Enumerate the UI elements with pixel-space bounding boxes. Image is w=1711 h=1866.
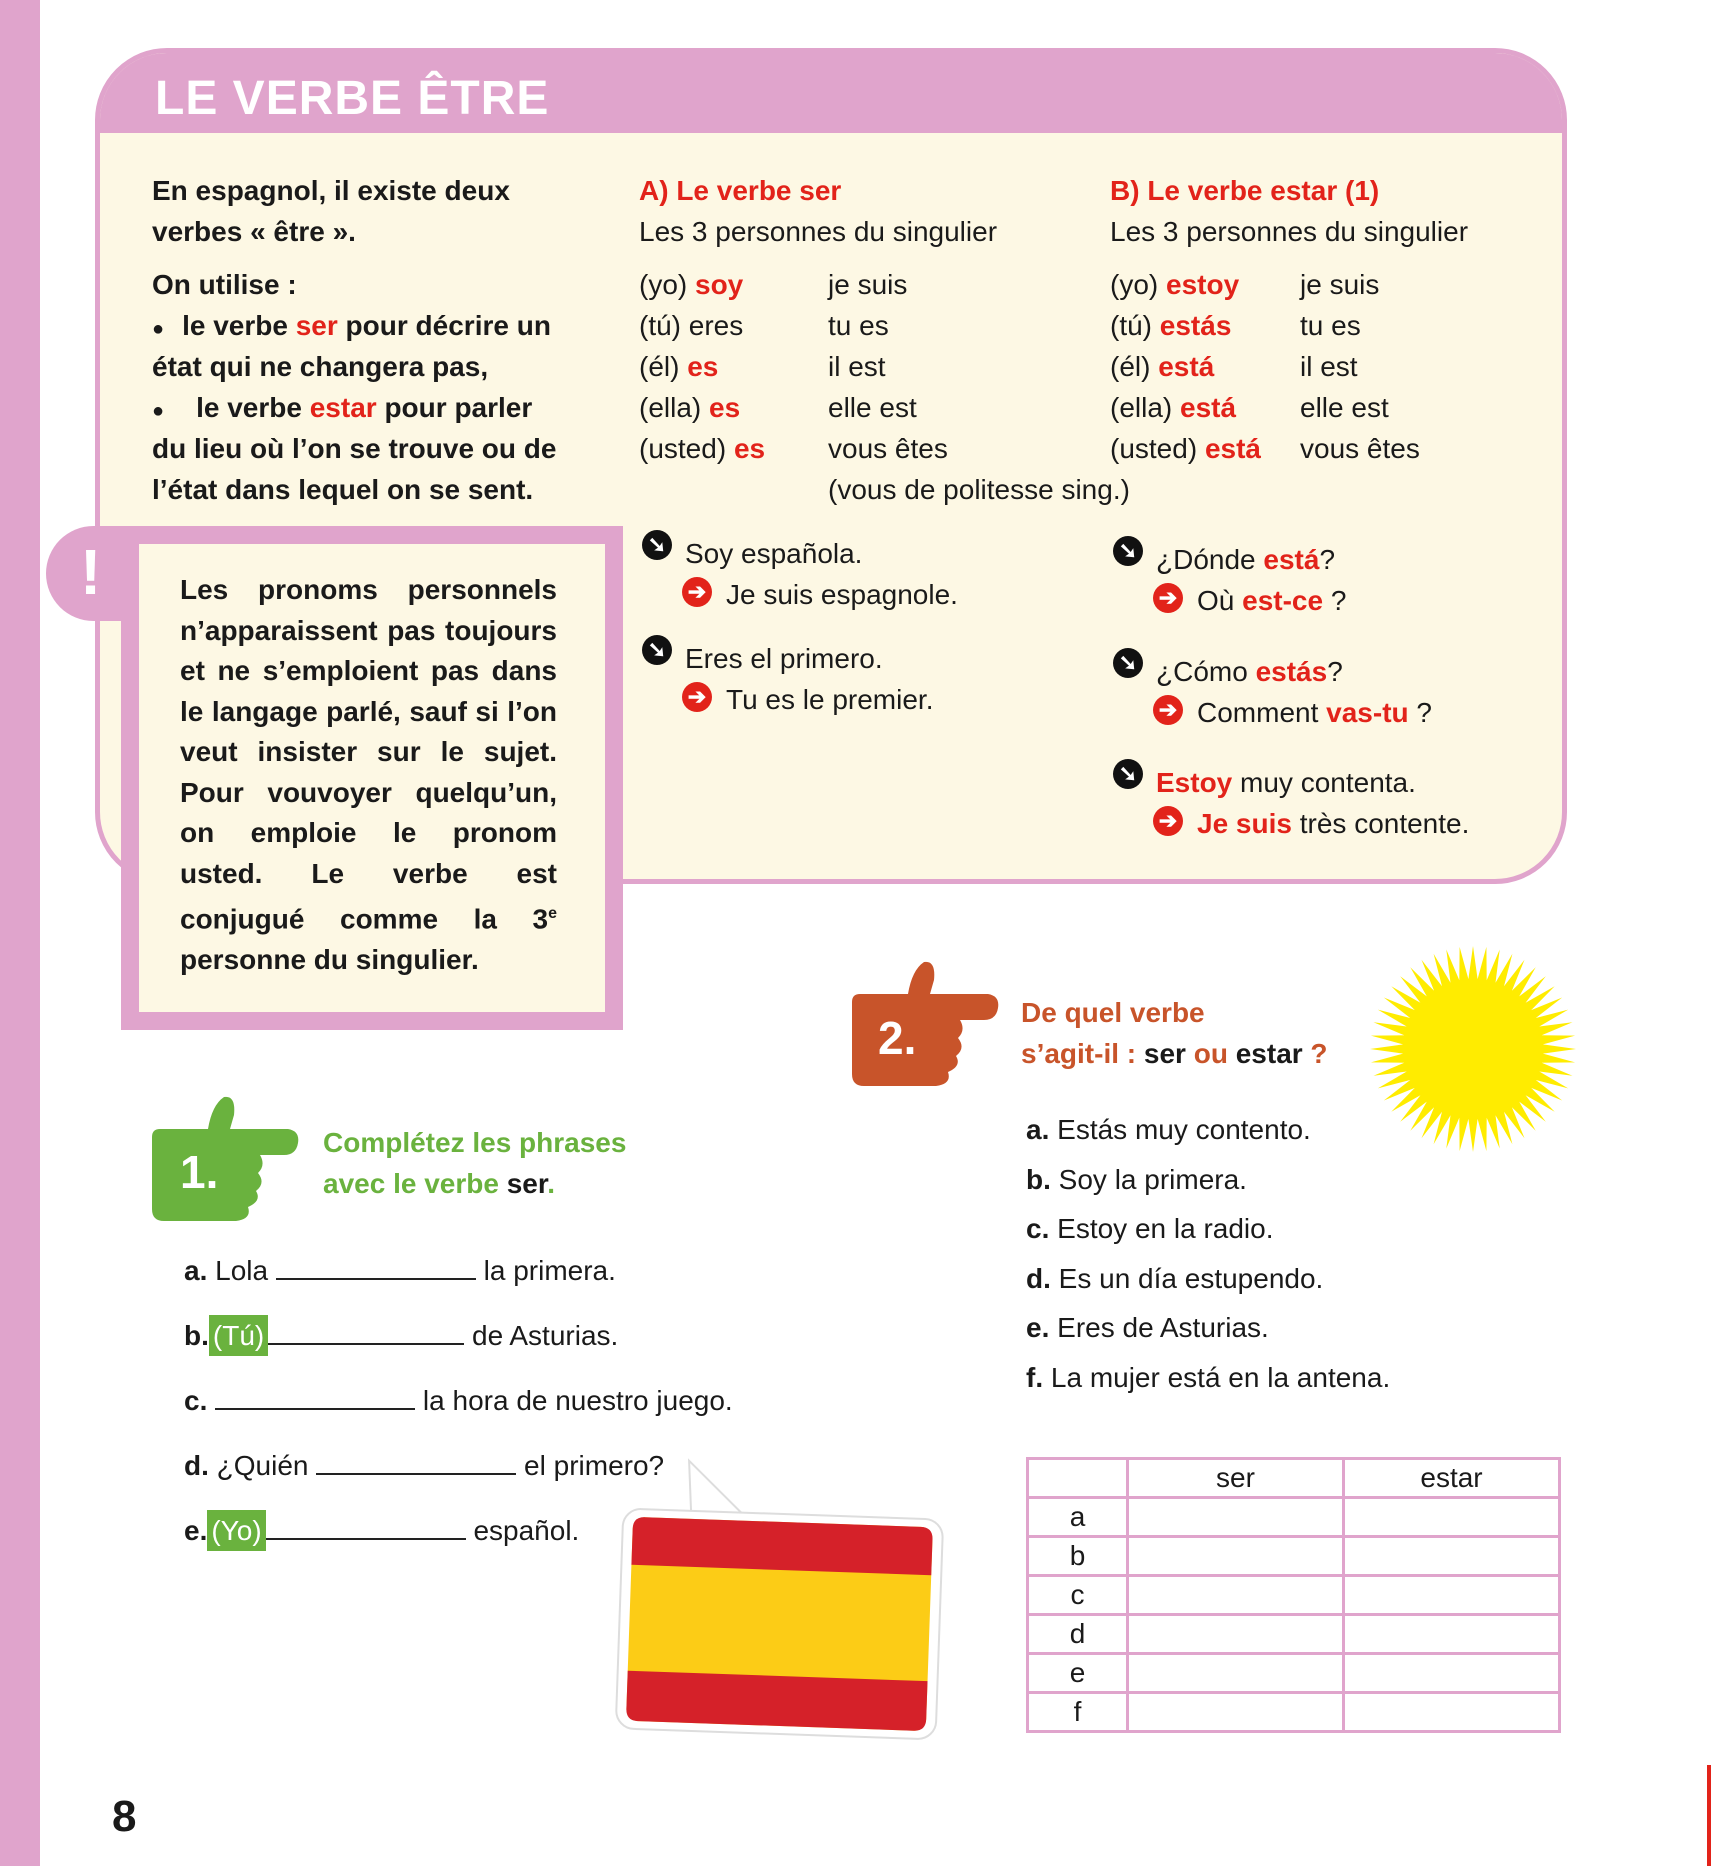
answer-blank[interactable] xyxy=(268,1317,464,1345)
ser-answer-cell[interactable] xyxy=(1128,1537,1344,1576)
table-row xyxy=(1028,1498,1560,1537)
item-letter: e. xyxy=(1026,1312,1050,1343)
estar-row xyxy=(1110,387,1236,428)
bullet-estar-verb: estar xyxy=(309,392,377,423)
ser-form: eres xyxy=(688,310,744,341)
estar-row xyxy=(1110,264,1239,305)
estar-form: estás xyxy=(1159,310,1232,341)
item-letter: c. xyxy=(1026,1213,1050,1244)
row-label: e xyxy=(1028,1654,1128,1693)
row-label: b xyxy=(1028,1537,1128,1576)
ser-subheading: Les 3 personnes du singulier xyxy=(639,216,998,247)
exercise-2-item xyxy=(1026,1357,1390,1398)
pronoun-tag: (Tú) xyxy=(209,1315,268,1356)
on-utilise: On utilise : xyxy=(152,269,297,300)
pronoun-tag: (Yo) xyxy=(207,1510,265,1551)
ser-translation: vous êtes xyxy=(828,433,948,464)
bullet-estar-pre: le verbe xyxy=(196,392,310,423)
es-pre: ¿Dónde xyxy=(1156,544,1264,575)
ser-pronoun: (tú) xyxy=(639,310,689,341)
item-letter: b. xyxy=(1026,1163,1051,1195)
row-label: f xyxy=(1028,1693,1128,1732)
exercise-1-item xyxy=(184,1315,618,1356)
es-highlight: está xyxy=(1263,544,1320,575)
fr-post: ? xyxy=(1323,585,1347,616)
estar-translation: vous êtes xyxy=(1300,433,1420,464)
estar-row xyxy=(1110,346,1214,387)
bullet-estar-post: pour parler xyxy=(376,392,533,423)
note-sup: e xyxy=(548,905,557,922)
ser-translation: il est xyxy=(828,351,886,382)
ser-answer-cell[interactable] xyxy=(1128,1693,1344,1732)
bullet-ser-line2: état qui ne changera pas, xyxy=(152,351,489,382)
ser-form: soy xyxy=(695,269,744,300)
es-post: ? xyxy=(1319,544,1336,575)
translation-arrow-icon: ➔ xyxy=(682,682,712,712)
item-letter: d. xyxy=(184,1450,209,1481)
es-highlight: estás xyxy=(1255,656,1328,687)
instr2-e: ? xyxy=(1302,1038,1328,1069)
exercise-2-instruction-2 xyxy=(1021,1033,1328,1074)
item-text: Estás muy contento. xyxy=(1049,1114,1311,1145)
exercise-2-item xyxy=(1026,1307,1269,1348)
instruction-post: . xyxy=(547,1168,555,1199)
page-title: LE VERBE ÊTRE xyxy=(155,72,550,125)
example-arrow-icon: ➘ xyxy=(1113,536,1143,566)
ser-example-2-es: Eres el primero. xyxy=(685,643,883,674)
fr-pre: Où xyxy=(1197,585,1243,616)
estar-row xyxy=(1110,428,1261,469)
ser-answer-cell[interactable] xyxy=(1128,1576,1344,1615)
instr2-b: ser xyxy=(1143,1038,1186,1069)
exercise-1-item xyxy=(184,1445,664,1486)
ser-pronoun: (yo) xyxy=(639,269,695,300)
instr2-c: ou xyxy=(1185,1038,1236,1069)
row-label: c xyxy=(1028,1576,1128,1615)
example-arrow-icon: ➘ xyxy=(1113,759,1143,789)
fr-post: très contente. xyxy=(1291,808,1470,839)
exercise-2-item xyxy=(1026,1109,1311,1150)
item-letter: c. xyxy=(184,1385,208,1416)
ser-answer-cell[interactable] xyxy=(1128,1654,1344,1693)
note-text-b: personne du singulier. xyxy=(180,943,479,975)
exercise-2-item xyxy=(1026,1258,1323,1299)
fr-highlight: est-ce xyxy=(1242,585,1324,616)
instr2-d: estar xyxy=(1235,1038,1303,1069)
fr-highlight: Je suis xyxy=(1197,808,1292,839)
bullet-ser xyxy=(152,305,551,350)
item-pre xyxy=(207,1385,215,1416)
translation-arrow-icon: ➔ xyxy=(1153,806,1183,836)
hand-2-icon xyxy=(848,960,1000,1088)
item-letter: a. xyxy=(1026,1114,1050,1145)
es-post: muy contenta. xyxy=(1232,767,1416,798)
bullet-dot: ● xyxy=(152,400,165,422)
bullet-estar-line2: du lieu où l’on se trouve ou de xyxy=(152,433,557,464)
ser-pronoun: (ella) xyxy=(639,392,710,423)
bullet-ser-post: pour décrire un xyxy=(337,310,551,341)
ser-note: (vous de politesse sing.) xyxy=(828,474,1130,505)
intro-line-2: verbes « être ». xyxy=(152,216,356,247)
estar-form: estoy xyxy=(1166,269,1240,300)
instruction-verb: ser xyxy=(506,1168,548,1199)
estar-pronoun: (ella) xyxy=(1110,392,1181,423)
item-post: la primera. xyxy=(475,1255,616,1286)
item-text: La mujer está en la antena. xyxy=(1043,1361,1391,1393)
item-post: español. xyxy=(465,1515,580,1546)
ser-translation: je suis xyxy=(828,269,908,300)
ser-answer-cell[interactable] xyxy=(1128,1498,1344,1537)
fr-post: ? xyxy=(1408,697,1432,728)
table-row xyxy=(1028,1615,1560,1654)
ser-translation: elle est xyxy=(828,392,917,423)
estar-pronoun: (usted) xyxy=(1110,433,1205,464)
item-pre: ¿Quién xyxy=(208,1450,317,1481)
estar-form: está xyxy=(1180,392,1237,423)
item-letter: d. xyxy=(1026,1262,1051,1294)
item-letter: b. xyxy=(184,1320,209,1351)
answer-blank[interactable] xyxy=(316,1447,516,1475)
row-label: d xyxy=(1028,1615,1128,1654)
table-row xyxy=(1028,1693,1560,1732)
instr2-a: s’agit-il : xyxy=(1021,1038,1144,1069)
table-header-cell xyxy=(1028,1459,1128,1498)
exercise-1-item xyxy=(184,1510,579,1551)
estar-example-fr xyxy=(1197,803,1469,844)
estar-example-fr xyxy=(1197,580,1346,621)
table-row xyxy=(1028,1576,1560,1615)
translation-arrow-icon: ➔ xyxy=(682,577,712,607)
right-edge-bar xyxy=(1707,1765,1711,1866)
item-post: la hora de nuestro juego. xyxy=(415,1385,733,1416)
estar-example-es xyxy=(1156,651,1343,692)
bullet-ser-pre: le verbe xyxy=(182,310,296,341)
estar-row xyxy=(1110,305,1231,346)
exercise-1-number: 1. xyxy=(180,1146,219,1198)
table-row xyxy=(1028,1537,1560,1576)
note-text-a: Les pronoms personnels n’apparaissent pas toujours et ne s’emploient pas dans le langage parlé, sauf si l’on veut insister sur le sujet. Pour vouvoyer quelqu’un, on emploie le pronom usted. Le verbe est conjugué comme la 3 xyxy=(180,574,557,935)
es-pre: ¿Cómo xyxy=(1156,656,1256,687)
exercise-1-instruction-1: Complétez les phrases xyxy=(323,1127,627,1158)
ser-row xyxy=(639,428,765,469)
example-arrow-icon: ➘ xyxy=(642,530,672,560)
ser-heading: A) Le verbe ser xyxy=(639,175,842,206)
exercise-1-item xyxy=(184,1250,616,1291)
es-post: ? xyxy=(1327,656,1343,687)
bullet-estar-line3: l’état dans lequel on se sent. xyxy=(152,474,534,505)
bullet-dot: ● xyxy=(152,318,165,340)
ser-pronoun: (usted) xyxy=(639,433,734,464)
example-arrow-icon: ➘ xyxy=(1113,648,1143,678)
ser-row xyxy=(639,346,718,387)
item-letter: f. xyxy=(1026,1361,1044,1393)
item-letter: e. xyxy=(184,1515,208,1546)
note-text xyxy=(180,570,557,980)
intro-line-1: En espagnol, il existe deux xyxy=(152,175,510,206)
item-pre: Lola xyxy=(207,1255,276,1286)
answer-blank[interactable] xyxy=(215,1382,415,1410)
table-header-cell: ser xyxy=(1128,1459,1344,1498)
estar-pronoun: (tú) xyxy=(1110,310,1160,341)
ser-example-2-fr: Tu es le premier. xyxy=(726,684,934,715)
answer-blank[interactable] xyxy=(276,1252,476,1280)
answer-table xyxy=(1026,1457,1561,1733)
estar-example-fr xyxy=(1197,692,1432,733)
sun-icon xyxy=(1368,944,1578,1154)
estar-translation: tu es xyxy=(1300,310,1361,341)
instruction-pre: avec le verbe xyxy=(323,1168,507,1199)
spanish-flag-speech-bubble-icon xyxy=(612,1458,950,1744)
ser-example-1-fr: Je suis espagnole. xyxy=(726,579,958,610)
ser-row xyxy=(639,305,743,346)
estar-form: está xyxy=(1158,351,1215,382)
exclamation-icon: ! xyxy=(80,536,102,608)
ser-example-1-es: Soy española. xyxy=(685,538,863,569)
exercise-2-instruction-1: De quel verbe xyxy=(1021,997,1205,1028)
row-label: a xyxy=(1028,1498,1128,1537)
ser-form: es xyxy=(709,392,741,423)
estar-pronoun: (yo) xyxy=(1110,269,1166,300)
es-highlight: Estoy xyxy=(1156,767,1233,798)
estar-translation: je suis xyxy=(1300,269,1380,300)
fr-pre: Comment xyxy=(1197,697,1327,728)
estar-translation: il est xyxy=(1300,351,1358,382)
bullet-estar xyxy=(152,387,532,432)
example-arrow-icon: ➘ xyxy=(642,635,672,665)
estar-form: está xyxy=(1204,433,1261,464)
estar-answer-cell[interactable] xyxy=(1344,1576,1560,1615)
answer-blank[interactable] xyxy=(266,1512,466,1540)
ser-row xyxy=(639,264,743,305)
item-post: el primero? xyxy=(516,1450,665,1481)
estar-answer-cell[interactable] xyxy=(1344,1693,1560,1732)
fr-highlight: vas-tu xyxy=(1326,697,1409,728)
hand-1-icon xyxy=(148,1095,300,1223)
ser-answer-cell[interactable] xyxy=(1128,1615,1344,1654)
item-text: Es un día estupendo. xyxy=(1050,1262,1324,1294)
item-post: de Asturias. xyxy=(464,1320,619,1351)
translation-arrow-icon: ➔ xyxy=(1153,695,1183,725)
item-text: Estoy en la radio. xyxy=(1049,1213,1274,1244)
estar-pronoun: (él) xyxy=(1110,351,1159,382)
exercise-1-instruction-2 xyxy=(323,1163,555,1204)
estar-example-es xyxy=(1156,539,1335,580)
ser-row xyxy=(639,387,740,428)
bullet-ser-verb: ser xyxy=(295,310,338,341)
item-text: Soy la primera. xyxy=(1050,1163,1247,1195)
item-letter: a. xyxy=(184,1255,208,1286)
table-header-cell: estar xyxy=(1344,1459,1560,1498)
table-header-row xyxy=(1028,1459,1560,1498)
table-row xyxy=(1028,1654,1560,1693)
translation-arrow-icon: ➔ xyxy=(1153,583,1183,613)
exercise-2-number: 2. xyxy=(878,1012,917,1064)
left-page-strip xyxy=(0,0,40,1866)
ser-pronoun: (él) xyxy=(639,351,688,382)
estar-answer-cell[interactable] xyxy=(1344,1498,1560,1537)
exercise-2-item xyxy=(1026,1208,1273,1249)
ser-translation: tu es xyxy=(828,310,889,341)
ser-form: es xyxy=(733,433,766,464)
ser-form: es xyxy=(687,351,719,382)
estar-example-es xyxy=(1156,762,1416,803)
estar-translation: elle est xyxy=(1300,392,1389,423)
estar-heading: B) Le verbe estar (1) xyxy=(1110,175,1380,206)
estar-subheading: Les 3 personnes du singulier xyxy=(1110,216,1469,247)
estar-answer-cell[interactable] xyxy=(1344,1654,1560,1693)
exercise-1-item xyxy=(184,1380,733,1421)
page-number: 8 xyxy=(112,1792,137,1841)
estar-answer-cell[interactable] xyxy=(1344,1537,1560,1576)
estar-answer-cell[interactable] xyxy=(1344,1615,1560,1654)
exercise-2-item xyxy=(1026,1159,1247,1200)
item-text: Eres de Asturias. xyxy=(1049,1312,1269,1343)
